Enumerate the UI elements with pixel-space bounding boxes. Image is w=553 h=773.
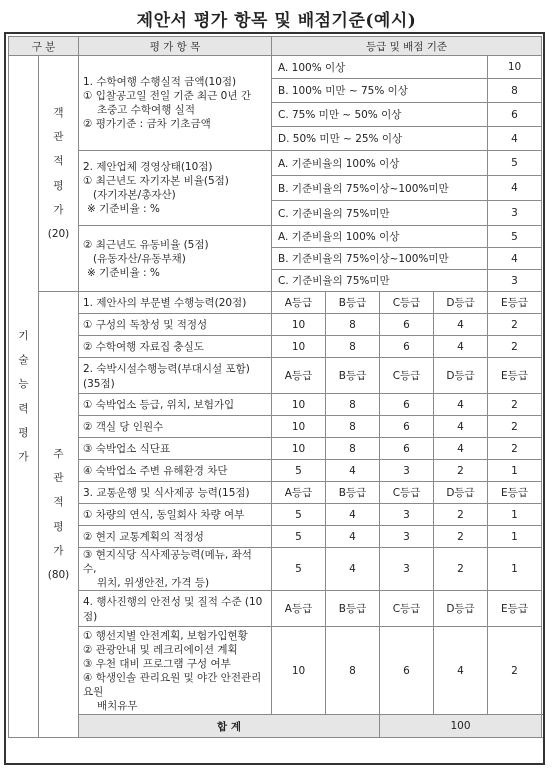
- score-cell: 8: [326, 416, 380, 438]
- score-cell: 8: [326, 336, 380, 358]
- score-cell: 2: [488, 336, 542, 358]
- grade-score: 5: [488, 151, 542, 176]
- grade-score: 5: [488, 226, 542, 248]
- score-cell: 10: [272, 336, 326, 358]
- score-cell: 10: [272, 394, 326, 416]
- score-cell: 10: [272, 627, 326, 715]
- subjective-title-1: 1. 제안사의 부문별 수행능력(20점): [79, 292, 272, 314]
- grade-header: C등급: [380, 358, 434, 394]
- criterion-label: ③ 현지식당 식사제공능력(메뉴, 좌석 수, 위치, 위생안전, 가격 등): [79, 548, 272, 591]
- score-cell: 2: [488, 314, 542, 336]
- table-row: [9, 438, 542, 460]
- subjective-title-2: 2. 숙박시설수행능력(부대시설 포함) (35점): [79, 358, 272, 394]
- score-cell: 2: [488, 627, 542, 715]
- section-objective: 객관적평가 (20): [39, 56, 79, 292]
- score-cell: 10: [272, 438, 326, 460]
- score-cell: 1: [488, 504, 542, 526]
- score-cell: 4: [434, 314, 488, 336]
- grade-label: B. 기준비율의 75%이상~100%미만: [272, 248, 488, 270]
- header-criteria: 등급 및 배점 기준: [272, 37, 542, 56]
- page-title: 제안서 평가 항목 및 배점기준(예시): [136, 11, 417, 31]
- criterion-label: ② 수학여행 자료집 충실도: [79, 336, 272, 358]
- grade-score: 4: [488, 248, 542, 270]
- grade-label: B. 100% 미만 ~ 75% 이상: [272, 79, 488, 103]
- score-cell: 4: [326, 526, 380, 548]
- subjective-title-4: 4. 행사진행의 안전성 및 질적 수준 (10점): [79, 591, 272, 627]
- score-cell: 4: [434, 336, 488, 358]
- score-cell: 6: [380, 438, 434, 460]
- score-cell: 3: [380, 504, 434, 526]
- score-cell: 3: [380, 548, 434, 591]
- grade-score: 6: [488, 103, 542, 127]
- score-cell: 2: [488, 438, 542, 460]
- grade-header: C등급: [380, 482, 434, 504]
- score-cell: 2: [434, 460, 488, 482]
- score-cell: 3: [380, 526, 434, 548]
- score-cell: 6: [380, 336, 434, 358]
- table-row: [9, 358, 542, 394]
- section-subjective: 주관적평가 (80): [39, 292, 79, 738]
- objective-item-2: 2. 제안업체 경영상태(10점) ① 최근년도 자기자본 비율(5점) (자기자본/총자산) ※ 기준비율 : %: [79, 151, 272, 226]
- grade-header: B등급: [326, 358, 380, 394]
- grade-score: 3: [488, 201, 542, 226]
- grade-label: D. 50% 미만 ~ 25% 이상: [272, 127, 488, 151]
- section-main: 기술능력평가: [9, 56, 39, 738]
- grade-header: E등급: [488, 292, 542, 314]
- criterion-label: ① 구성의 독창성 및 적정성: [79, 314, 272, 336]
- total-value: 100: [380, 715, 542, 738]
- grade-label: C. 75% 미만 ~ 50% 이상: [272, 103, 488, 127]
- grade-label: A. 기준비율의 100% 이상: [272, 226, 488, 248]
- grade-header: A등급: [272, 292, 326, 314]
- table-row: [9, 460, 542, 482]
- grade-header: C등급: [380, 591, 434, 627]
- criterion-label: ④ 숙박업소 주변 유해환경 차단: [79, 460, 272, 482]
- grade-header: E등급: [488, 482, 542, 504]
- score-cell: 2: [488, 394, 542, 416]
- score-cell: 6: [380, 394, 434, 416]
- score-cell: 2: [434, 504, 488, 526]
- grade-label: A. 기준비율의 100% 이상: [272, 151, 488, 176]
- table-row: [9, 482, 542, 504]
- score-cell: 5: [272, 548, 326, 591]
- grade-label: A. 100% 이상: [272, 56, 488, 79]
- objective-item-1: 1. 수학여행 수행실적 금액(10점) ① 입찰공고일 전일 기준 최근 0년 간 초중고 수학여행 실적 ② 평가기준 : 금차 기초금액: [79, 56, 272, 151]
- evaluation-table: [8, 36, 542, 738]
- score-cell: 8: [326, 314, 380, 336]
- grade-header: D등급: [434, 591, 488, 627]
- score-cell: 4: [434, 627, 488, 715]
- score-cell: 4: [434, 416, 488, 438]
- criterion-label: ① 숙박업소 등급, 위치, 보험가입: [79, 394, 272, 416]
- criterion-label: ① 행선지별 안전계획, 보험가입현황 ② 관광안내 및 레크리에이션 계획 ③ 우천 대비 프로그램 구성 여부 ④ 학생인솔 관리요원 및 야간 안전관리요원 배치유무: [79, 627, 272, 715]
- table-row: [9, 416, 542, 438]
- grade-header: B등급: [326, 482, 380, 504]
- grade-label: C. 기준비율의 75%미만: [272, 201, 488, 226]
- score-cell: 1: [488, 526, 542, 548]
- score-cell: 4: [326, 548, 380, 591]
- score-cell: 4: [434, 438, 488, 460]
- grade-header: D등급: [434, 358, 488, 394]
- subjective-title-3: 3. 교통운행 및 식사제공 능력(15점): [79, 482, 272, 504]
- score-cell: 8: [326, 438, 380, 460]
- score-cell: 10: [272, 314, 326, 336]
- score-cell: 8: [326, 394, 380, 416]
- grade-score: 4: [488, 176, 542, 201]
- score-cell: 8: [326, 627, 380, 715]
- score-cell: 2: [488, 416, 542, 438]
- grade-header: C등급: [380, 292, 434, 314]
- table-row: [9, 151, 542, 176]
- total-label: 합 계: [79, 715, 380, 738]
- grade-header: A등급: [272, 482, 326, 504]
- header-category: 구 분: [9, 37, 79, 56]
- score-cell: 4: [326, 460, 380, 482]
- score-cell: 5: [272, 460, 326, 482]
- table-row: [9, 504, 542, 526]
- table-row: [9, 314, 542, 336]
- grade-label: B. 기준비율의 75%이상~100%미만: [272, 176, 488, 201]
- grade-label: C. 기준비율의 75%미만: [272, 270, 488, 292]
- score-cell: 1: [488, 548, 542, 591]
- score-cell: 10: [272, 416, 326, 438]
- header-row: [9, 37, 542, 56]
- score-cell: 5: [272, 526, 326, 548]
- table-row: [9, 292, 542, 314]
- grade-score: 3: [488, 270, 542, 292]
- score-cell: 6: [380, 314, 434, 336]
- grade-header: A등급: [272, 591, 326, 627]
- table-row: [9, 56, 542, 79]
- grade-score: 4: [488, 127, 542, 151]
- criterion-label: ② 현지 교통계획의 적정성: [79, 526, 272, 548]
- criterion-label: ② 객실 당 인원수: [79, 416, 272, 438]
- criterion-label: ① 차량의 연식, 동일회사 차량 여부: [79, 504, 272, 526]
- total-row: [9, 715, 542, 738]
- table-row: [9, 591, 542, 627]
- table-row: [9, 627, 542, 715]
- score-cell: 6: [380, 416, 434, 438]
- score-cell: 4: [434, 394, 488, 416]
- grade-score: 10: [488, 56, 542, 79]
- score-cell: 2: [434, 548, 488, 591]
- score-cell: 3: [380, 460, 434, 482]
- table-row: [9, 526, 542, 548]
- table-row: [9, 336, 542, 358]
- table-row: [9, 226, 542, 248]
- score-cell: 6: [380, 627, 434, 715]
- grade-header: E등급: [488, 591, 542, 627]
- score-cell: 4: [326, 504, 380, 526]
- grade-header: B등급: [326, 292, 380, 314]
- grade-header: E등급: [488, 358, 542, 394]
- grade-header: D등급: [434, 482, 488, 504]
- grade-header: D등급: [434, 292, 488, 314]
- score-cell: 1: [488, 460, 542, 482]
- score-cell: 5: [272, 504, 326, 526]
- score-cell: 2: [434, 526, 488, 548]
- grade-header: A등급: [272, 358, 326, 394]
- table-row: [9, 548, 542, 591]
- objective-item-3: ② 최근년도 유동비율 (5점) (유동자산/유동부채) ※ 기준비율 : %: [79, 226, 272, 292]
- header-items: 평 가 항 목: [79, 37, 272, 56]
- table-row: [9, 394, 542, 416]
- criterion-label: ③ 숙박업소 식단표: [79, 438, 272, 460]
- grade-header: B등급: [326, 591, 380, 627]
- grade-score: 8: [488, 79, 542, 103]
